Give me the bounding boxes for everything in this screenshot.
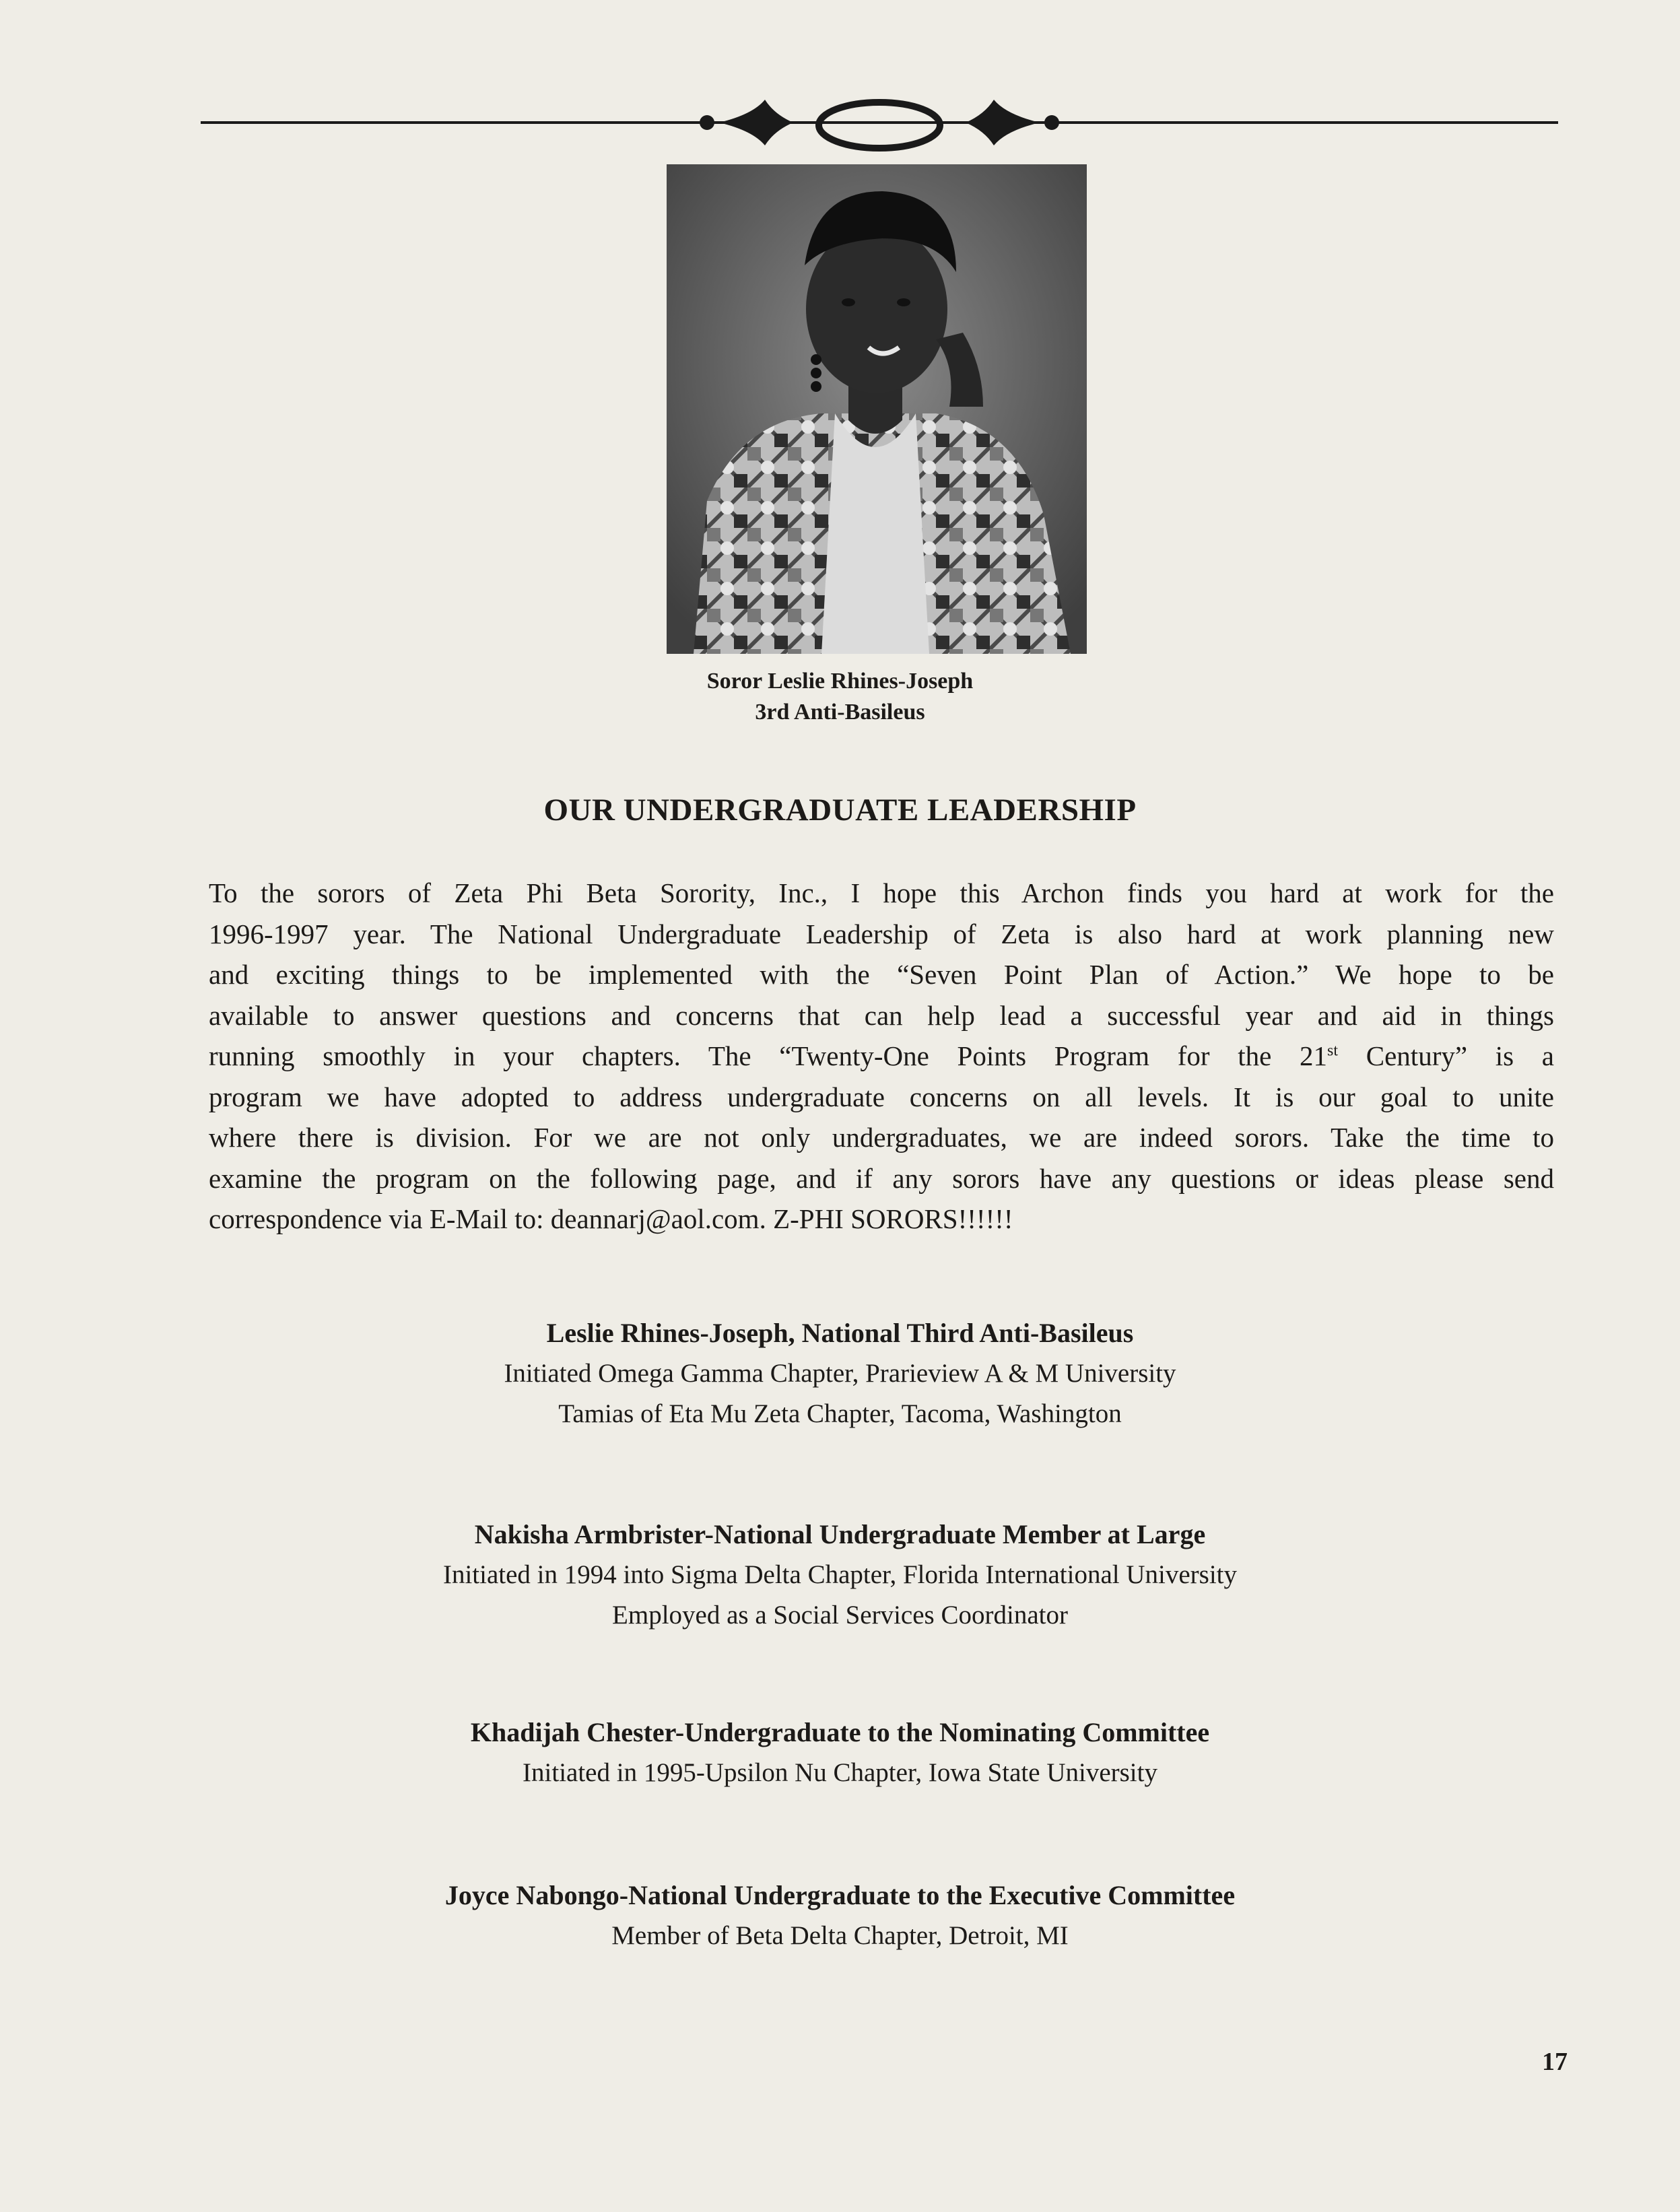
letter-line: correspondence via E-Mail to: deannarj@aol.com. Z-PHI SORORS!!!!!! bbox=[209, 1203, 1013, 1234]
photo-caption-name: Soror Leslie Rhines-Joseph bbox=[706, 669, 974, 694]
letter-line-text: running smoothly in your chapters. The “Twenty-One Points Program for the 21 bbox=[209, 1040, 1328, 1071]
bio-block bbox=[0, 1313, 1680, 1434]
page-number: 17 bbox=[1542, 2048, 1568, 2076]
bio-block bbox=[0, 1712, 1680, 1793]
letter-line: where there is division. For we are not only undergraduates, we are indeed sorors. Take the time to bbox=[209, 1122, 1554, 1153]
bio-name: Nakisha Armbrister-National Undergraduate Member at Large bbox=[474, 1519, 1206, 1549]
letter-line: 1996-1997 year. The National Undergraduate Leadership of Zeta is also hard at work planning new bbox=[209, 918, 1554, 949]
bio-line: Member of Beta Delta Chapter, Detroit, MI bbox=[611, 1921, 1069, 1950]
superscript: st bbox=[1327, 1042, 1339, 1060]
letter-line: available to answer questions and concerns that can help lead a successful year and aid in things bbox=[209, 999, 1554, 1031]
letter-line bbox=[209, 1036, 1554, 1077]
bio-name: Joyce Nabongo-National Undergraduate to the Executive Committee bbox=[444, 1880, 1236, 1910]
bio-line: Tamias of Eta Mu Zeta Chapter, Tacoma, Washington bbox=[558, 1399, 1122, 1428]
bio-name: Leslie Rhines-Joseph, National Third Anti-Basileus bbox=[546, 1318, 1134, 1348]
page-heading: OUR UNDERGRADUATE LEADERSHIP bbox=[543, 793, 1137, 828]
bio-block bbox=[0, 1875, 1680, 1956]
photo-caption-title: 3rd Anti-Basileus bbox=[755, 700, 925, 725]
letter-line-text: Century” is a bbox=[1338, 1040, 1555, 1071]
letter-paragraph bbox=[209, 873, 1554, 1240]
bio-line: Employed as a Social Services Coordinator bbox=[612, 1601, 1068, 1630]
letter-line: To the sorors of Zeta Phi Beta Sorority, Inc., I hope this Archon finds you hard at work for the bbox=[209, 877, 1554, 908]
bio-block bbox=[0, 1514, 1680, 1636]
bio-line: Initiated in 1995-Upsilon Nu Chapter, Iowa State University bbox=[523, 1758, 1157, 1787]
portrait-photo bbox=[667, 164, 1087, 654]
bio-line: Initiated Omega Gamma Chapter, Prarieview A & M University bbox=[504, 1359, 1176, 1388]
bio-line: Initiated in 1994 into Sigma Delta Chapter, Florida International University bbox=[442, 1560, 1238, 1589]
letter-line: examine the program on the following page, and if any sorors have any questions or ideas please send bbox=[209, 1162, 1554, 1194]
letter-line: program we have adopted to address undergraduate concerns on all levels. It is our goal to unite bbox=[209, 1081, 1554, 1112]
letter-line: and exciting things to be implemented with the “Seven Point Plan of Action.” We hope to be bbox=[209, 959, 1554, 990]
decorative-rule-ornament bbox=[201, 94, 1558, 155]
bio-name: Khadijah Chester-Undergraduate to the Nominating Committee bbox=[470, 1717, 1210, 1747]
